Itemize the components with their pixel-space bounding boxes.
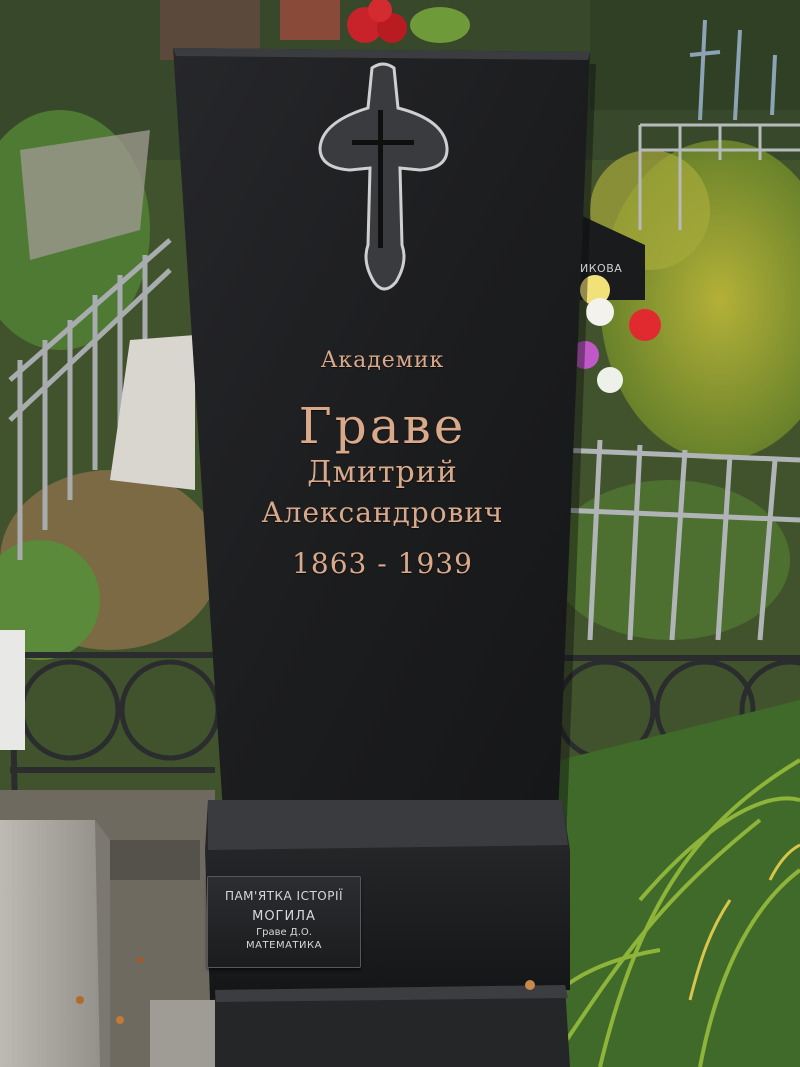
- surname: Граве: [298, 397, 467, 455]
- plaque-profession: МАТЕМАТИКА: [246, 940, 322, 951]
- given-name: Дмитрий: [307, 455, 458, 490]
- plaque-heading: ПАМ'ЯТКА ІСТОРІЇ: [224, 889, 344, 903]
- plaque-type: МОГИЛА: [252, 909, 316, 924]
- headstone-inscription: [205, 340, 560, 580]
- background-sign-text: ИКОВА: [580, 262, 623, 275]
- heritage-plaque: [207, 876, 361, 968]
- life-years: 1863 - 1939: [292, 547, 473, 580]
- academic-title: Академик: [320, 348, 445, 373]
- plaque-person: Граве Д.О.: [256, 927, 312, 938]
- patronymic: Александрович: [261, 496, 504, 529]
